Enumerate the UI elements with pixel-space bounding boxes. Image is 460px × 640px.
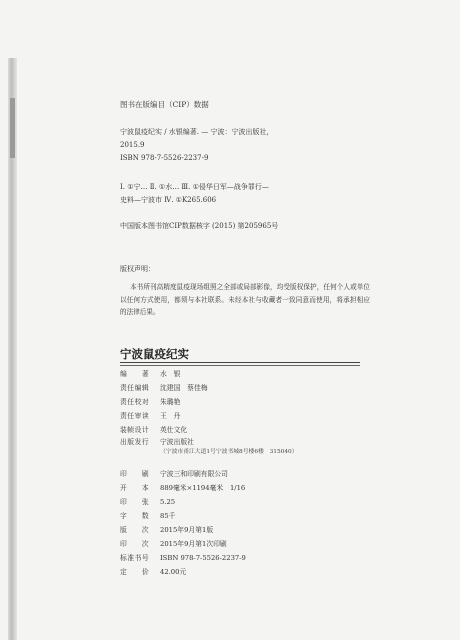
colophon-value: 42.00元 (160, 568, 187, 576)
colophon-row (120, 436, 194, 446)
colophon-row (120, 510, 175, 520)
divider-thin (120, 365, 360, 366)
colophon-key: 开 本 (120, 484, 150, 492)
colophon-key: 字 数 (120, 512, 150, 520)
colophon-key: 版 次 (120, 526, 150, 534)
colophon-row (120, 524, 213, 534)
cip-data-number: 中国版本图书馆CIP数据核字 (2015) 第205965号 (120, 222, 279, 230)
colophon-row (120, 566, 186, 576)
cip-line: Ⅰ. ①宁… Ⅱ. ①水… Ⅲ. ①侵华日军—战争罪行— (120, 183, 269, 191)
colophon-key: 责任校对 (120, 398, 150, 406)
publisher-address: （宁波市甬江大道1号宁波书城8号楼6楼 315040） (160, 449, 298, 455)
colophon-key: 出版发行 (120, 438, 150, 446)
colophon-key: 印 次 (120, 540, 150, 548)
colophon-row (120, 468, 228, 478)
colophon-value: 王 丹 (160, 412, 181, 420)
colophon-row (120, 424, 187, 434)
colophon-value: 宁波三和印刷有限公司 (160, 470, 228, 478)
colophon-row (120, 552, 246, 562)
colophon-value: 沈建国 蔡佳梅 (160, 384, 208, 392)
colophon-key: 责任审读 (120, 412, 150, 420)
colophon-key: 印 刷 (120, 470, 150, 478)
colophon-key: 编 著 (120, 370, 150, 378)
colophon-value: 2015年9月第1版 (160, 526, 214, 534)
colophon-row (120, 396, 180, 406)
colophon-value: 5.25 (160, 498, 176, 506)
colophon-key: 印 张 (120, 498, 150, 506)
cip-line: 2015.9 (120, 141, 145, 149)
colophon-value: 2015年9月第1次印刷 (160, 540, 227, 548)
colophon-value: 宁波出版社 (160, 438, 194, 446)
book-title: 宁波鼠疫纪实 (120, 347, 189, 361)
colophon-value: 85千 (160, 512, 176, 520)
colophon-row (120, 538, 227, 548)
divider-thick (120, 362, 360, 363)
colophon-value: 水 银 (160, 370, 181, 378)
colophon-value: 889毫米×1194毫米 1/16 (160, 484, 246, 492)
colophon-value: 英仕文化 (160, 426, 188, 434)
colophon-row (120, 368, 180, 378)
cip-line: 宁波鼠疫纪实 / 水银编著. — 宁波：宁波出版社， (120, 128, 274, 136)
copyright-notice-body: 本书所刊高精度鼠疫现场组照之全部或局部影像，均受版权保护，任何个人或单位以任何方式使用，都须与本社联系。未经本社与收藏者一致同意而使用，将承担相应的法律后果。 (120, 283, 370, 316)
copyright-notice-title: 版权声明： (120, 265, 155, 273)
colophon-key: 装帧设计 (120, 426, 150, 434)
colophon-key: 标准书号 (120, 554, 150, 562)
cip-line: 史料—宁波市 Ⅳ. ①K265.606 (120, 196, 217, 204)
colophon-value: ISBN 978-7-5526-2237-9 (160, 554, 246, 562)
colophon-row (120, 496, 175, 506)
colophon-value: 朱璐艳 (160, 398, 181, 406)
colophon-row (120, 410, 180, 420)
cip-line: ISBN 978-7-5526-2237-9 (120, 154, 209, 162)
colophon-key: 责任编辑 (120, 384, 150, 392)
colophon-row (120, 482, 245, 492)
cip-heading: 图书在版编目（CIP）数据 (120, 100, 209, 109)
colophon-key: 定 价 (120, 568, 150, 576)
colophon-row (120, 382, 208, 392)
